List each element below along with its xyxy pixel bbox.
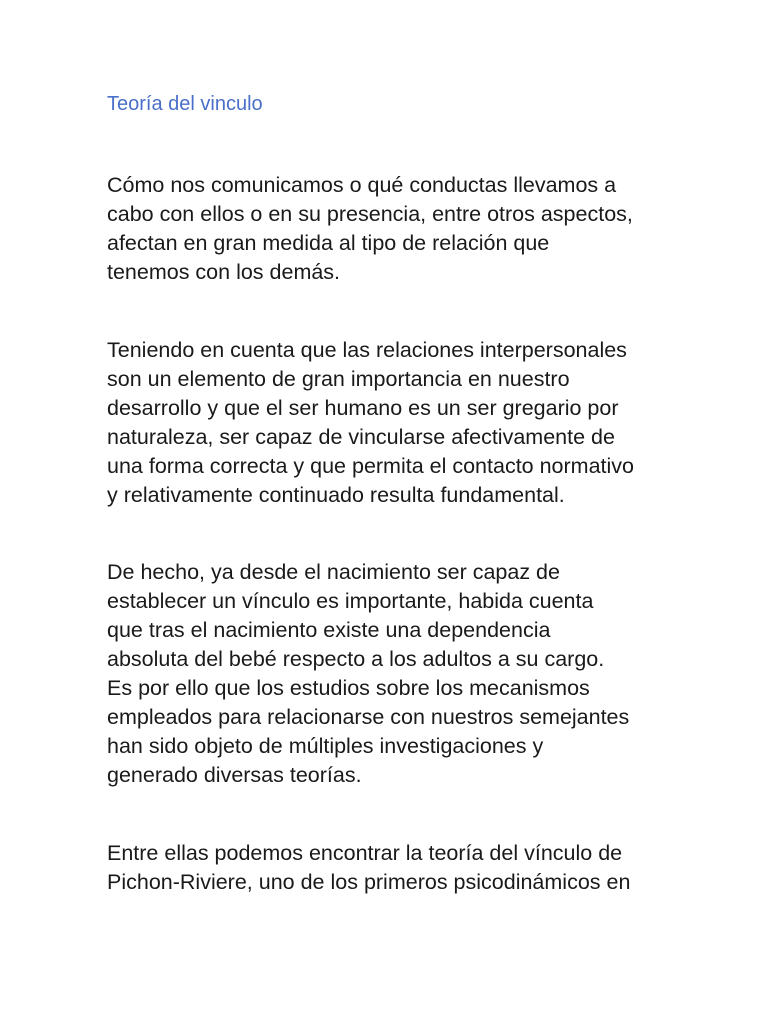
paragraph-line: Cómo nos comunicamos o qué conductas llevamos a	[107, 173, 617, 197]
paragraph-line: generado diversas teorías.	[107, 763, 362, 787]
paragraph-4	[107, 839, 630, 897]
paragraph-line: una forma correcta y que permita el contacto normativo	[107, 454, 635, 478]
document-title: Teoría del vinculo	[107, 93, 263, 115]
paragraph-line: Pichon-Riviere, uno de los primeros psicodinámicos en	[107, 870, 631, 894]
paragraph-line: absoluta del bebé respecto a los adultos a su cargo.	[107, 647, 605, 671]
paragraph-line: Teniendo en cuenta que las relaciones interpersonales	[107, 338, 627, 362]
paragraph-line: cabo con ellos o en su presencia, entre otros aspectos,	[107, 202, 633, 226]
paragraph-line: han sido objeto de múltiples investigaciones y	[107, 734, 544, 758]
paragraph-line: son un elemento de gran importancia en nuestro	[107, 367, 570, 391]
paragraph-2	[107, 336, 634, 510]
paragraph-1	[107, 171, 633, 287]
paragraph-line: tenemos con los demás.	[107, 260, 341, 284]
paragraph-line: y relativamente continuado resulta fundamental.	[107, 483, 565, 507]
paragraph-line: establecer un vínculo es importante, habida cuenta	[107, 589, 594, 613]
paragraph-line: afectan en gran medida al tipo de relación que	[107, 231, 550, 255]
paragraph-line: De hecho, ya desde el nacimiento ser capaz de	[107, 560, 560, 584]
paragraph-line: Es por ello que los estudios sobre los mecanismos	[107, 676, 590, 700]
paragraph-line: Entre ellas podemos encontrar la teoría del vínculo de	[107, 841, 623, 865]
paragraph-line: que tras el nacimiento existe una dependencia	[107, 618, 551, 642]
paragraph-line: naturaleza, ser capaz de vincularse afectivamente de	[107, 425, 615, 449]
paragraph-line: empleados para relacionarse con nuestros semejantes	[107, 705, 630, 729]
paragraph-line: desarrollo y que el ser humano es un ser gregario por	[107, 396, 619, 420]
paragraph-3	[107, 558, 629, 790]
